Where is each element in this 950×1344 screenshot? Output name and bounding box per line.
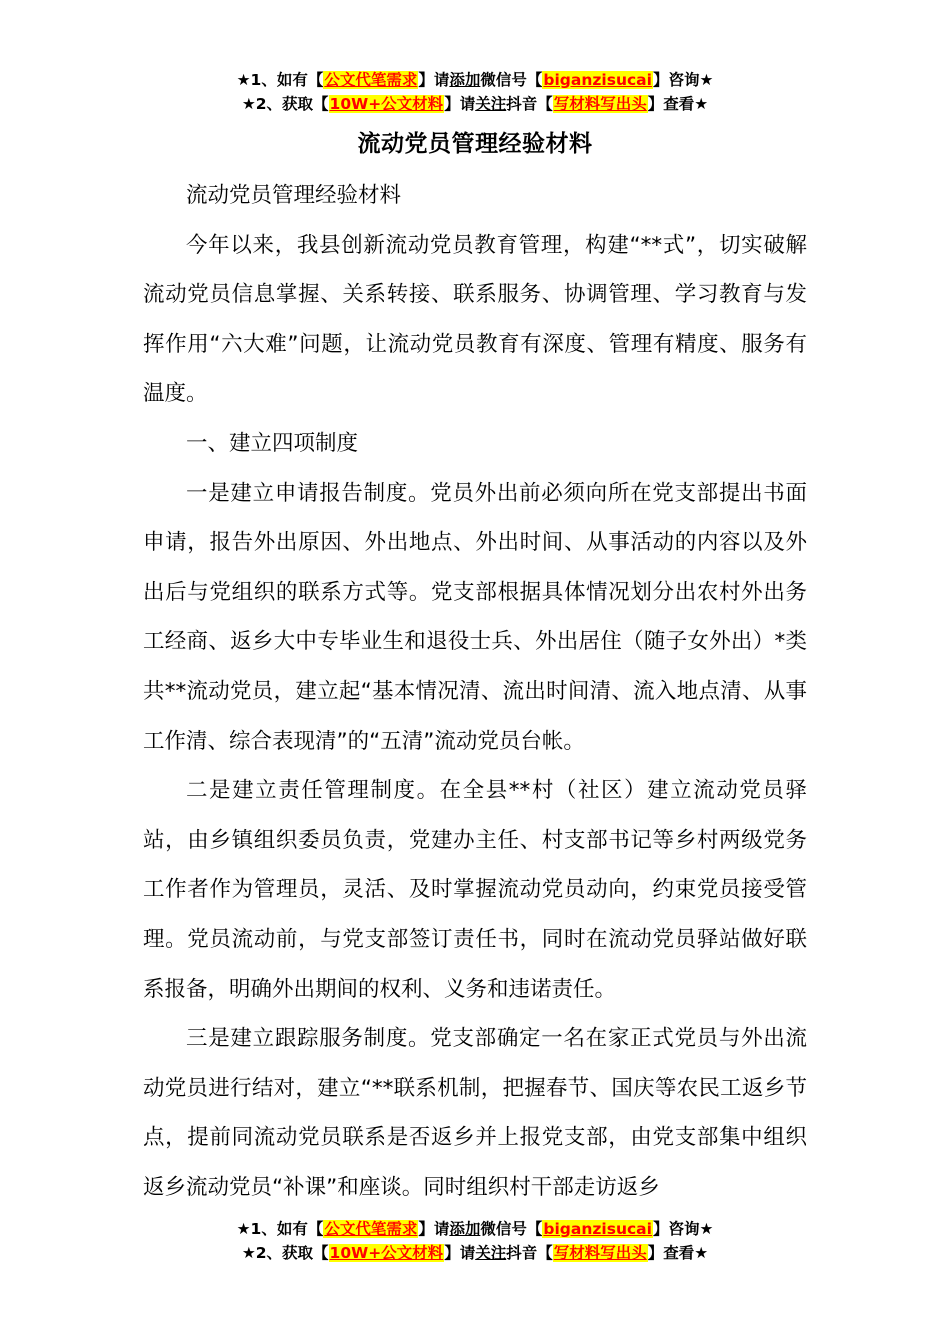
promo-line-1 (0, 1217, 950, 1241)
paragraph: 一是建立申请报告制度。党员外出前必须向所在党支部提出书面申请，报告外出原因、外出地点、外出时间、从事活动的内容以及外出后与党组织的联系方式等。党支部根据具体情况划分出农村外出务工经商、返乡大中专毕业生和退役士兵、外出居住（随子女外出）*类共**流动党员，建立起“基本情况清、流出时间清、流入地点清、从事工作清、综合表现清”的“五清”流动党员台帐。 (143, 480, 807, 754)
promo-text: 】咨询★ (652, 71, 714, 89)
promo-text: ★1、如有【 (236, 71, 324, 89)
promo-underlined: 添加 (449, 71, 481, 89)
promo-douyin-name: 写材料写出头 (553, 95, 647, 113)
paragraph: 二是建立责任管理制度。在全县**村（社区）建立流动党员驿站，由乡镇组织委员负责，党建办主任、村支部书记等乡村两级党务工作者作为管理员，灵活、及时掌握流动党员动向，约束党员接受管理。党员流动前，与党支部签订责任书，同时在流动党员驿站做好联系报备，明确外出期间的权利、义务和违诺责任。 (143, 778, 807, 1002)
paragraph: 今年以来，我县创新流动党员教育管理，构建“**式”，切实破解流动党员信息掌握、关系转接、联系服务、协调管理、学习教育与发挥作用“六大难”问题，让流动党员教育有深度、管理有精度、服务有温度。 (143, 232, 807, 407)
promo-underlined: 关注 (475, 1244, 507, 1262)
promo-highlight: 公文代笔需求 (324, 1220, 418, 1238)
paragraph: 三是建立跟踪服务制度。党支部确定一名在家正式党员与外出流动党员进行结对，建立“**联系机制，把握春节、国庆等农民工返乡节点，提前同流动党员联系是否返乡并上报党支部，由党支部集中组织返乡流动党员“补课”和座谈。同时组织村干部走访返乡 (143, 1026, 807, 1200)
bottom-promo-banner (0, 1217, 950, 1265)
promo-text: ★2、获取【 (241, 1244, 329, 1262)
promo-text: 抖音【 (506, 95, 553, 113)
promo-underlined: 关注 (475, 95, 507, 113)
section-heading: 一、建立四项制度 (186, 430, 359, 456)
promo-highlight: 10W+公文材料 (329, 95, 444, 113)
paragraph: 流动党员管理经验材料 (186, 183, 402, 208)
promo-line-2 (0, 92, 950, 116)
promo-text: 】查看★ (647, 95, 709, 113)
promo-text: 微信号【 (480, 1220, 543, 1238)
promo-text: 】咨询★ (652, 1220, 714, 1238)
promo-line-1 (0, 68, 950, 92)
promo-highlight: 公文代笔需求 (324, 71, 418, 89)
promo-text: ★2、获取【 (241, 95, 329, 113)
promo-line-2 (0, 1241, 950, 1265)
promo-douyin-name: 写材料写出头 (553, 1244, 647, 1262)
top-promo-banner (0, 68, 950, 116)
promo-wechat-id: biganzisucai (543, 1220, 652, 1238)
promo-text: 】查看★ (647, 1244, 709, 1262)
document-title: 流动党员管理经验材料 (357, 131, 593, 157)
promo-text: 】请 (444, 95, 476, 113)
document-body (143, 171, 807, 1212)
promo-text: 抖音【 (506, 1244, 553, 1262)
promo-text: 】请 (444, 1244, 476, 1262)
promo-text: ★1、如有【 (236, 1220, 324, 1238)
promo-text: 微信号【 (480, 71, 543, 89)
promo-highlight: 10W+公文材料 (329, 1244, 444, 1262)
promo-underlined: 添加 (449, 1220, 481, 1238)
promo-text: 】请 (418, 71, 450, 89)
promo-text: 】请 (418, 1220, 450, 1238)
promo-wechat-id: biganzisucai (543, 71, 652, 89)
